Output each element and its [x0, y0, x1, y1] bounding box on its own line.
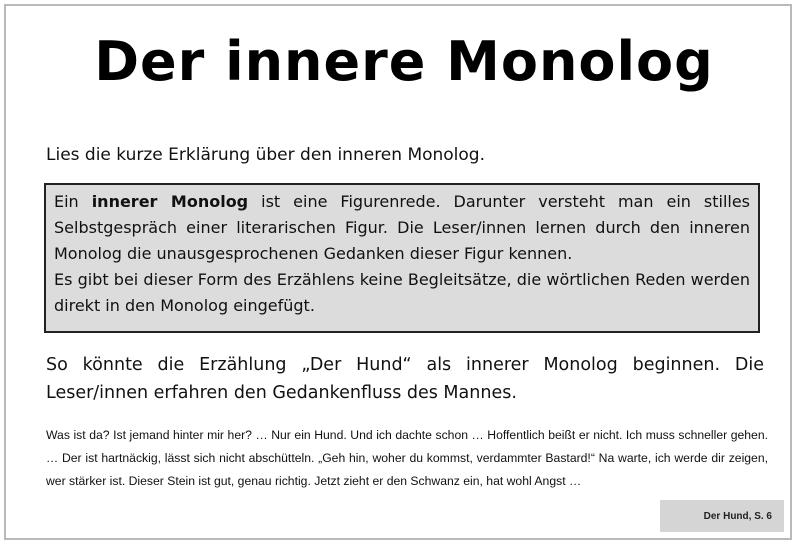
definition-second-paragraph: Es gibt bei dieser Form des Erzählens keine Begleitsätze, die wörtlichen Reden werden direkt in den Monolog eingefügt. — [54, 270, 750, 315]
definition-prefix: Ein — [54, 192, 92, 211]
worksheet-frame — [4, 4, 792, 540]
definition-text: ist eine Figurenrede. Darunter versteht man ein stilles Selbstgespräch einer literarischen Figur. Die Leser/innen lernen durch den inneren Monolog die unausgesprochenen Gedanken dieser Figur kennen. — [54, 192, 751, 263]
monologue-example: Was ist da? Ist jemand hinter mir her? … Nur ein Hund. Und ich dachte schon … Hoffentlich beißt er nicht. Ich muss schneller gehen. … Der ist hartnäckig, lässt sich nicht abschütteln. „Geh hin, woher du kommst, verdammter Bastard!“ Na warte, ich werde dir zeigen, wer stärker ist. Dieser Stein ist gut, genau richtig. Jetzt zieht er den Schwanz ein, hat wohl Angst … — [46, 428, 768, 488]
intro-text: So könnte die Erzählung „Der Hund“ als innerer Monolog beginnen. Die Leser/innen erfahren den Gedankenfluss des Mannes. — [46, 355, 764, 403]
definition-term: innerer Monolog — [91, 192, 249, 211]
instruction-text: Lies die kurze Erklärung über den inneren Monolog. — [46, 145, 486, 165]
page-title: Der innere Monolog — [94, 30, 714, 93]
definition-paragraph — [54, 189, 750, 267]
source-badge: Der Hund, S. 6 — [660, 500, 784, 532]
definition-box — [44, 183, 760, 333]
